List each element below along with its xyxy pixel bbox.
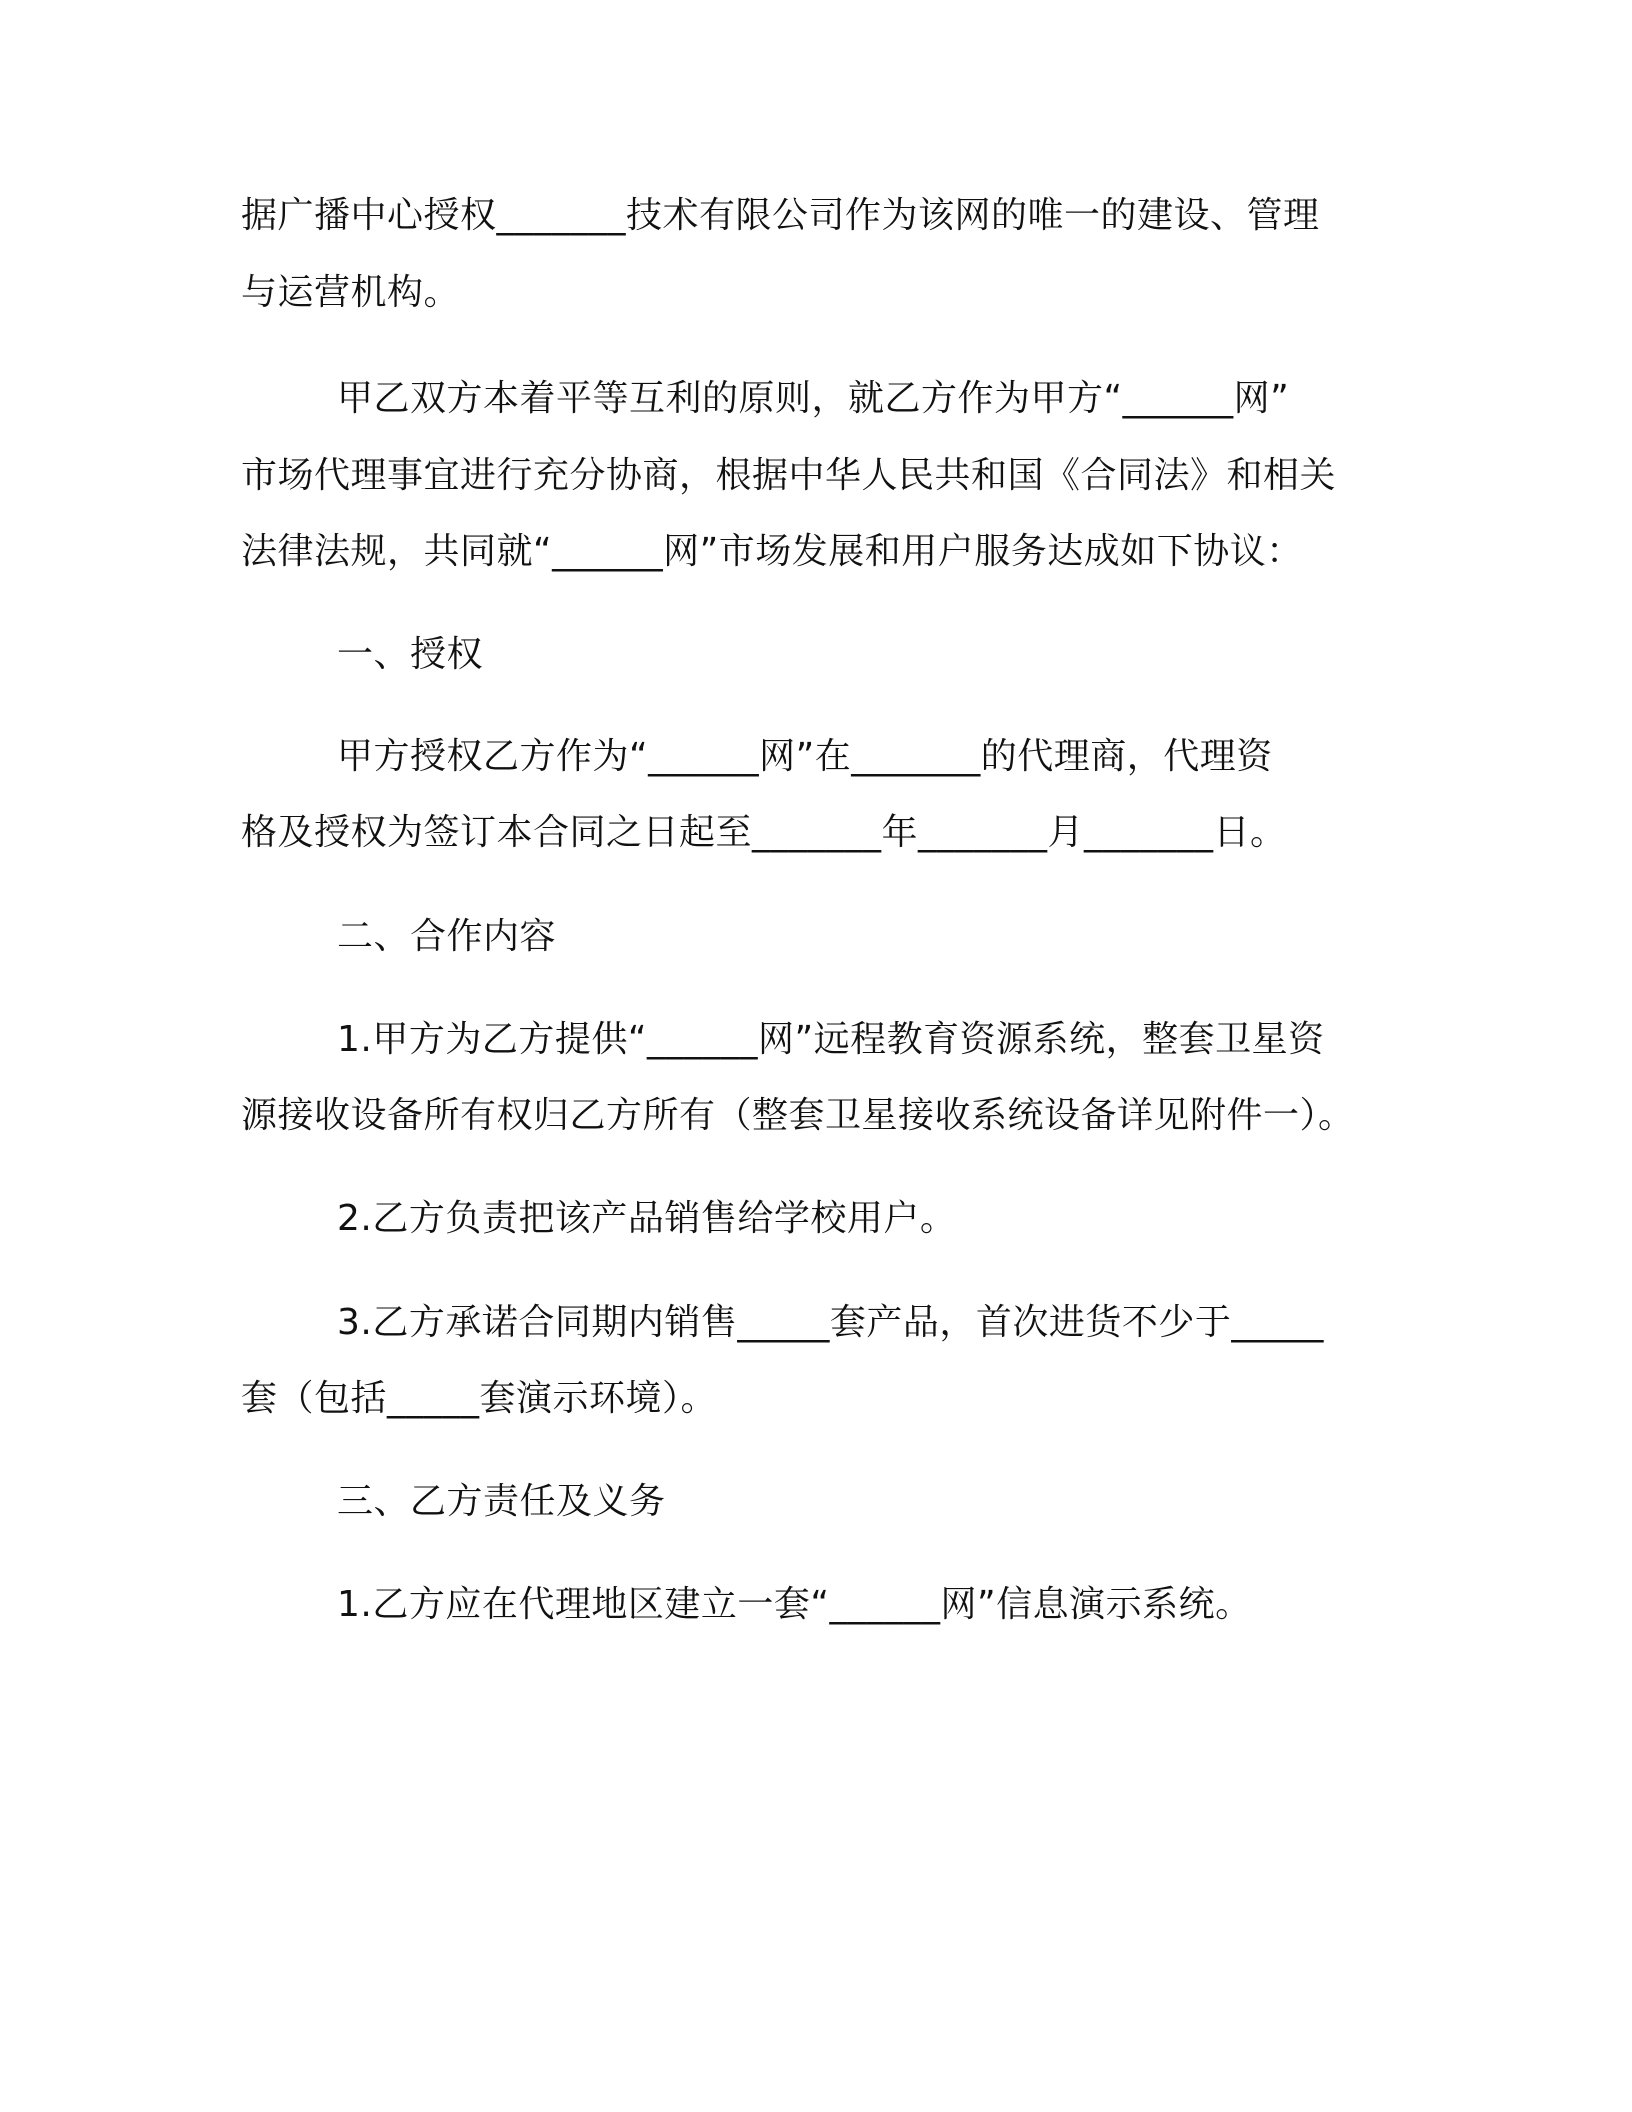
paragraph-line: 1.甲方为乙方提供“______网”远程教育资源系统，整套卫星资: [337, 1019, 1325, 1060]
paragraph-line: 1.乙方应在代理地区建立一套“______网”信息演示系统。: [337, 1584, 1252, 1625]
section-heading: 一、授权: [337, 634, 484, 675]
paragraph-line: 套（包括_____套演示环境）。: [241, 1378, 718, 1419]
paragraph-line: 与运营机构。: [241, 272, 461, 313]
paragraph-line: 源接收设备所有权归乙方所有（整套卫星接收系统设备详见附件一）。: [241, 1095, 1355, 1136]
paragraph-line: 据广播中心授权_______技术有限公司作为该网的唯一的建设、管理: [241, 195, 1320, 236]
paragraph-line: 3.乙方承诺合同期内销售_____套产品，首次进货不少于_____: [337, 1302, 1324, 1343]
paragraph-line: 格及授权为签订本合同之日起至_______年_______月_______日。: [241, 812, 1287, 853]
paragraph-line: 市场代理事宜进行充分协商，根据中华人民共和国《合同法》和相关: [241, 455, 1337, 496]
section-heading: 二、合作内容: [337, 916, 557, 957]
paragraph-line: 法律法规，共同就“______网”市场发展和用户服务达成如下协议：: [241, 531, 1303, 572]
section-heading: 三、乙方责任及义务: [337, 1481, 666, 1522]
paragraph-line: 2.乙方负责把该产品销售给学校用户。: [337, 1198, 957, 1239]
paragraph-line: 甲乙双方本着平等互利的原则，就乙方作为甲方“______网”: [337, 378, 1290, 419]
paragraph-line: 甲方授权乙方作为“______网”在_______的代理商，代理资: [337, 736, 1273, 777]
